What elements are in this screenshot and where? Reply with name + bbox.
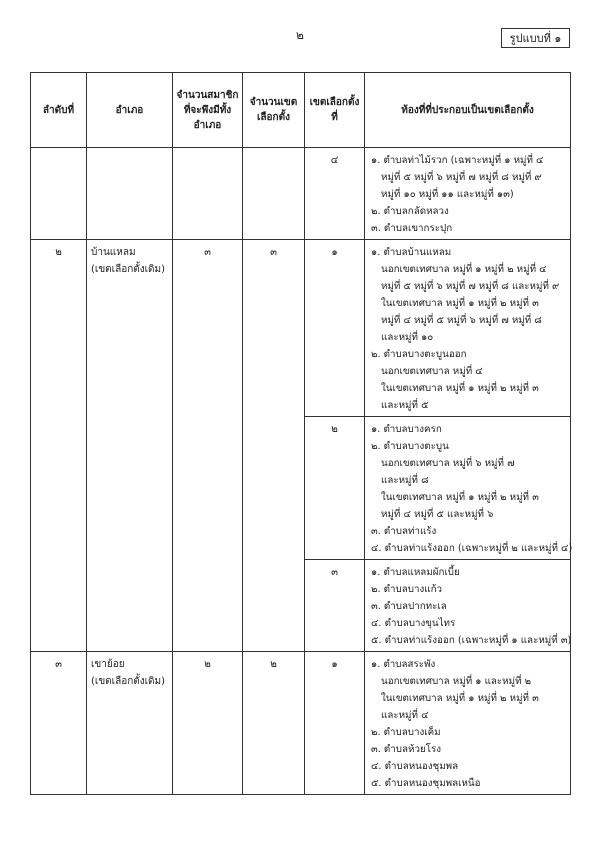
- area-line: หมู่ที่ ๔ หมู่ที่ ๕ และหมู่ที่ ๖: [381, 509, 494, 520]
- form-label: รูปแบบที่ ๑: [501, 28, 570, 48]
- zone-count-cell: [243, 240, 305, 652]
- area-line: ในเขตเทศบาล หมู่ที่ ๑ หมู่ที่ ๒ หมู่ที่ ๓: [381, 492, 539, 503]
- area-line: ในเขตเทศบาล หมู่ที่ ๑ หมู่ที่ ๒ หมู่ที่ ๓: [381, 693, 539, 704]
- area-line: ๔. ตำบลบางขุนไทร: [371, 618, 456, 629]
- table-row: [31, 652, 571, 795]
- zone-count-cell: [243, 652, 305, 795]
- district-name: เขาย้อย: [91, 659, 125, 670]
- index-cell: [31, 240, 87, 652]
- area-line: และหมู่ที่ ๑๐: [381, 332, 434, 343]
- header-zone: เขตเลือกตั้งที่: [305, 73, 365, 148]
- areas-cell: [365, 240, 571, 417]
- district-cell: [87, 652, 173, 795]
- members-count: ๓: [204, 247, 211, 258]
- area-line: ๓. ตำบลเขากระปุก: [371, 223, 453, 234]
- area-line: ๑. ตำบลบ้านแหลม: [371, 247, 452, 258]
- area-line: ๕. ตำบลท่าแร้งออก (เฉพาะหมู่ที่ ๑ และหมู่ที่ ๓): [371, 635, 572, 646]
- area-line: ในเขตเทศบาล หมู่ที่ ๑ หมู่ที่ ๒ หมู่ที่ ๓: [381, 298, 539, 309]
- index-cell: [31, 148, 87, 240]
- area-line: หมู่ที่ ๔ หมู่ที่ ๕ หมู่ที่ ๖ หมู่ที่ ๗ หมู่ที่ ๘: [381, 315, 542, 326]
- zone-count-cell: [243, 148, 305, 240]
- area-line: ๑. ตำบลแหลมผักเบี้ย: [371, 567, 460, 578]
- zone-number: ๒: [331, 424, 338, 435]
- area-line: นอกเขตเทศบาล หมู่ที่ ๖ หมู่ที่ ๗: [381, 458, 515, 469]
- area-line: ๓. ตำบลปากทะเล: [371, 601, 447, 612]
- header-members: จำนวนสมาชิกที่จะพึงมีทั้งอำเภอ: [173, 73, 243, 148]
- zone-cell: [305, 240, 365, 417]
- table-row: [31, 148, 571, 240]
- area-line: ๓. ตำบลท่าแร้ง: [371, 526, 437, 537]
- zone-count: ๓: [270, 247, 277, 258]
- area-line: ๔. ตำบลหนองชุมพล: [371, 761, 459, 772]
- area-line: นอกเขตเทศบาล หมู่ที่ ๔: [381, 366, 483, 377]
- area-line: นอกเขตเทศบาล หมู่ที่ ๑ หมู่ที่ ๒ หมู่ที่ ๔: [381, 264, 547, 275]
- area-line: หมู่ที่ ๕ หมู่ที่ ๖ หมู่ที่ ๗ หมู่ที่ ๘ หมู่ที่ ๙: [381, 172, 542, 183]
- areas-cell: [365, 417, 571, 560]
- zone-cell: [305, 417, 365, 560]
- area-line: และหมู่ที่ ๘: [381, 475, 429, 486]
- members-cell: [173, 148, 243, 240]
- zone-number: ๔: [330, 155, 339, 166]
- members-cell: [173, 652, 243, 795]
- area-line: ๕. ตำบลหนองชุมพลเหนือ: [371, 778, 481, 789]
- district-note: (เขตเลือกตั้งเดิม): [91, 676, 166, 687]
- area-line: ๓. ตำบลห้วยโรง: [371, 744, 442, 755]
- district-index: ๒: [55, 247, 62, 258]
- header-index: ลำดับที่: [31, 73, 87, 148]
- area-line: ๑. ตำบลสระพัง: [371, 659, 436, 670]
- area-line: และหมู่ที่ ๔: [381, 710, 429, 721]
- zone-number: ๑: [331, 659, 338, 670]
- district-cell: [87, 240, 173, 652]
- area-line: ๒. ตำบลบางเค็ม: [371, 727, 441, 738]
- zone-count: ๒: [270, 659, 277, 670]
- district-note: (เขตเลือกตั้งเดิม): [91, 264, 166, 275]
- header-row: [31, 73, 571, 148]
- zone-cell: [305, 148, 365, 240]
- members-count: ๒: [204, 659, 211, 670]
- area-line: ๒. ตำบลบางตะบูน: [371, 441, 449, 452]
- areas-cell: [365, 560, 571, 652]
- electoral-zone-table: [30, 72, 571, 795]
- header-zone-count: จำนวนเขตเลือกตั้ง: [243, 73, 305, 148]
- district-cell: [87, 148, 173, 240]
- area-line: ๒. ตำบลกลัดหลวง: [371, 206, 449, 217]
- zone-cell: [305, 560, 365, 652]
- district-index: ๓: [55, 659, 62, 670]
- area-line: ในเขตเทศบาล หมู่ที่ ๑ หมู่ที่ ๒ หมู่ที่ ๓: [381, 383, 539, 394]
- area-line: และหมู่ที่ ๕: [381, 400, 429, 411]
- area-line: ๒. ตำบลบางตะบูนออก: [371, 349, 467, 360]
- header-district: อำเภอ: [87, 73, 173, 148]
- zone-cell: [305, 652, 365, 795]
- area-line: หมู่ที่ ๕ หมู่ที่ ๖ หมู่ที่ ๗ หมู่ที่ ๘ และหมู่ที่ ๙: [381, 281, 560, 292]
- zone-number: ๑: [331, 247, 338, 258]
- district-name: บ้านแหลม: [91, 247, 136, 258]
- table-row: [31, 240, 571, 417]
- area-line: นอกเขตเทศบาล หมู่ที่ ๑ และหมู่ที่ ๒: [381, 676, 532, 687]
- area-line: หมู่ที่ ๑๐ หมู่ที่ ๑๑ และหมู่ที่ ๑๓): [381, 189, 514, 200]
- area-line: ๑. ตำบลท่าไม้รวก (เฉพาะหมู่ที่ ๑ หมู่ที่ ๔: [371, 155, 544, 166]
- area-line: ๒. ตำบลบางแก้ว: [371, 584, 443, 595]
- area-line: ๑. ตำบลบางครก: [371, 424, 442, 435]
- areas-cell: [365, 148, 571, 240]
- members-cell: [173, 240, 243, 652]
- zone-number: ๓: [331, 567, 338, 578]
- header-areas: ท้องที่ที่ประกอบเป็นเขตเลือกตั้ง: [365, 73, 571, 148]
- index-cell: [31, 652, 87, 795]
- area-line: ๔. ตำบลท่าแร้งออก (เฉพาะหมู่ที่ ๒ และหมู่ที่ ๔): [371, 543, 573, 554]
- page-number: ๒: [296, 28, 304, 42]
- areas-cell: [365, 652, 571, 795]
